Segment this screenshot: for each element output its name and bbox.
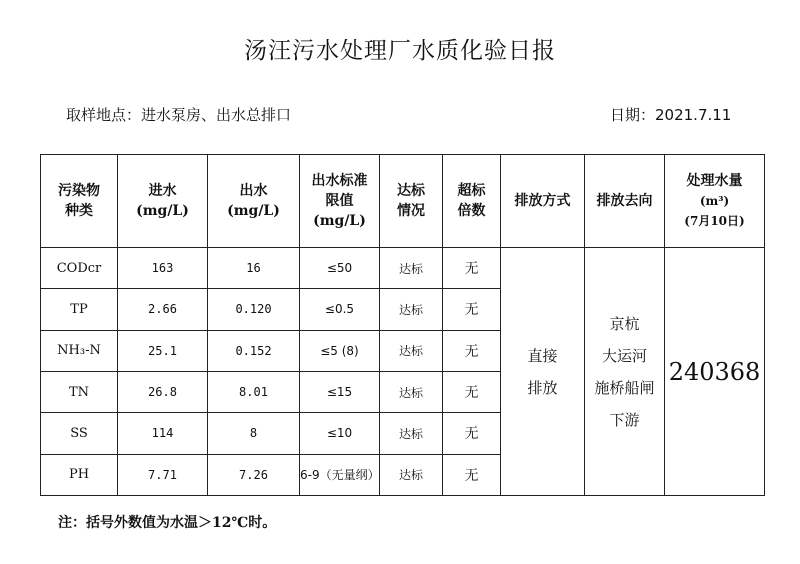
pollutant-name: SS	[41, 413, 118, 454]
inflow-value: 163	[118, 248, 208, 289]
limit-value: ≤5 (8)	[300, 330, 380, 371]
pollutant-name: CODcr	[41, 248, 118, 289]
status-value: 达标	[380, 371, 443, 412]
discharge-destination: 京杭 大运河 施桥船闸 下游	[585, 248, 665, 496]
sampling-location: 取样地点：进水泵房、出水总排口	[66, 106, 292, 124]
footnote: 注：括号外数值为水温＞12℃时。	[58, 515, 277, 531]
limit-value: ≤50	[300, 248, 380, 289]
pollutant-name: PH	[41, 454, 118, 495]
water-quality-table	[40, 154, 765, 496]
report-date: 日期：2021.7.11	[610, 106, 732, 124]
status-value: 达标	[380, 248, 443, 289]
status-value: 达标	[380, 330, 443, 371]
header-volume: 处理水量 (m³) (7月10日)	[665, 155, 765, 248]
outflow-value: 0.152	[208, 330, 300, 371]
header-pollutant: 污染物 种类	[41, 155, 118, 248]
pollutant-name: TN	[41, 371, 118, 412]
limit-value: ≤15	[300, 371, 380, 412]
inflow-value: 25.1	[118, 330, 208, 371]
times-value: 无	[443, 330, 501, 371]
header-row	[41, 155, 765, 248]
limit-value: ≤0.5	[300, 289, 380, 330]
inflow-value: 114	[118, 413, 208, 454]
limit-value: ≤10	[300, 413, 380, 454]
pollutant-name: TP	[41, 289, 118, 330]
status-value: 达标	[380, 289, 443, 330]
inflow-value: 7.71	[118, 454, 208, 495]
inflow-value: 26.8	[118, 371, 208, 412]
pollutant-name: NH₃-N	[41, 330, 118, 371]
times-value: 无	[443, 248, 501, 289]
times-value: 无	[443, 413, 501, 454]
header-limit: 出水标准 限值 (mg/L)	[300, 155, 380, 248]
header-discharge-method: 排放方式	[501, 155, 585, 248]
inflow-value: 2.66	[118, 289, 208, 330]
report-title: 汤汪污水处理厂水质化验日报	[244, 38, 556, 64]
status-value: 达标	[380, 454, 443, 495]
discharge-method: 直接 排放	[501, 248, 585, 496]
times-value: 无	[443, 454, 501, 495]
status-value: 达标	[380, 413, 443, 454]
header-discharge-dest: 排放去向	[585, 155, 665, 248]
outflow-value: 16	[208, 248, 300, 289]
header-times: 超标 倍数	[443, 155, 501, 248]
outflow-value: 7.26	[208, 454, 300, 495]
header-status: 达标 情况	[380, 155, 443, 248]
limit-value: 6-9（无量纲）	[300, 454, 380, 495]
header-outflow: 出水 (mg/L)	[208, 155, 300, 248]
table-row	[41, 248, 765, 289]
treated-volume: 240368	[665, 248, 765, 496]
header-inflow: 进水 (mg/L)	[118, 155, 208, 248]
outflow-value: 0.120	[208, 289, 300, 330]
times-value: 无	[443, 289, 501, 330]
times-value: 无	[443, 371, 501, 412]
outflow-value: 8	[208, 413, 300, 454]
outflow-value: 8.01	[208, 371, 300, 412]
